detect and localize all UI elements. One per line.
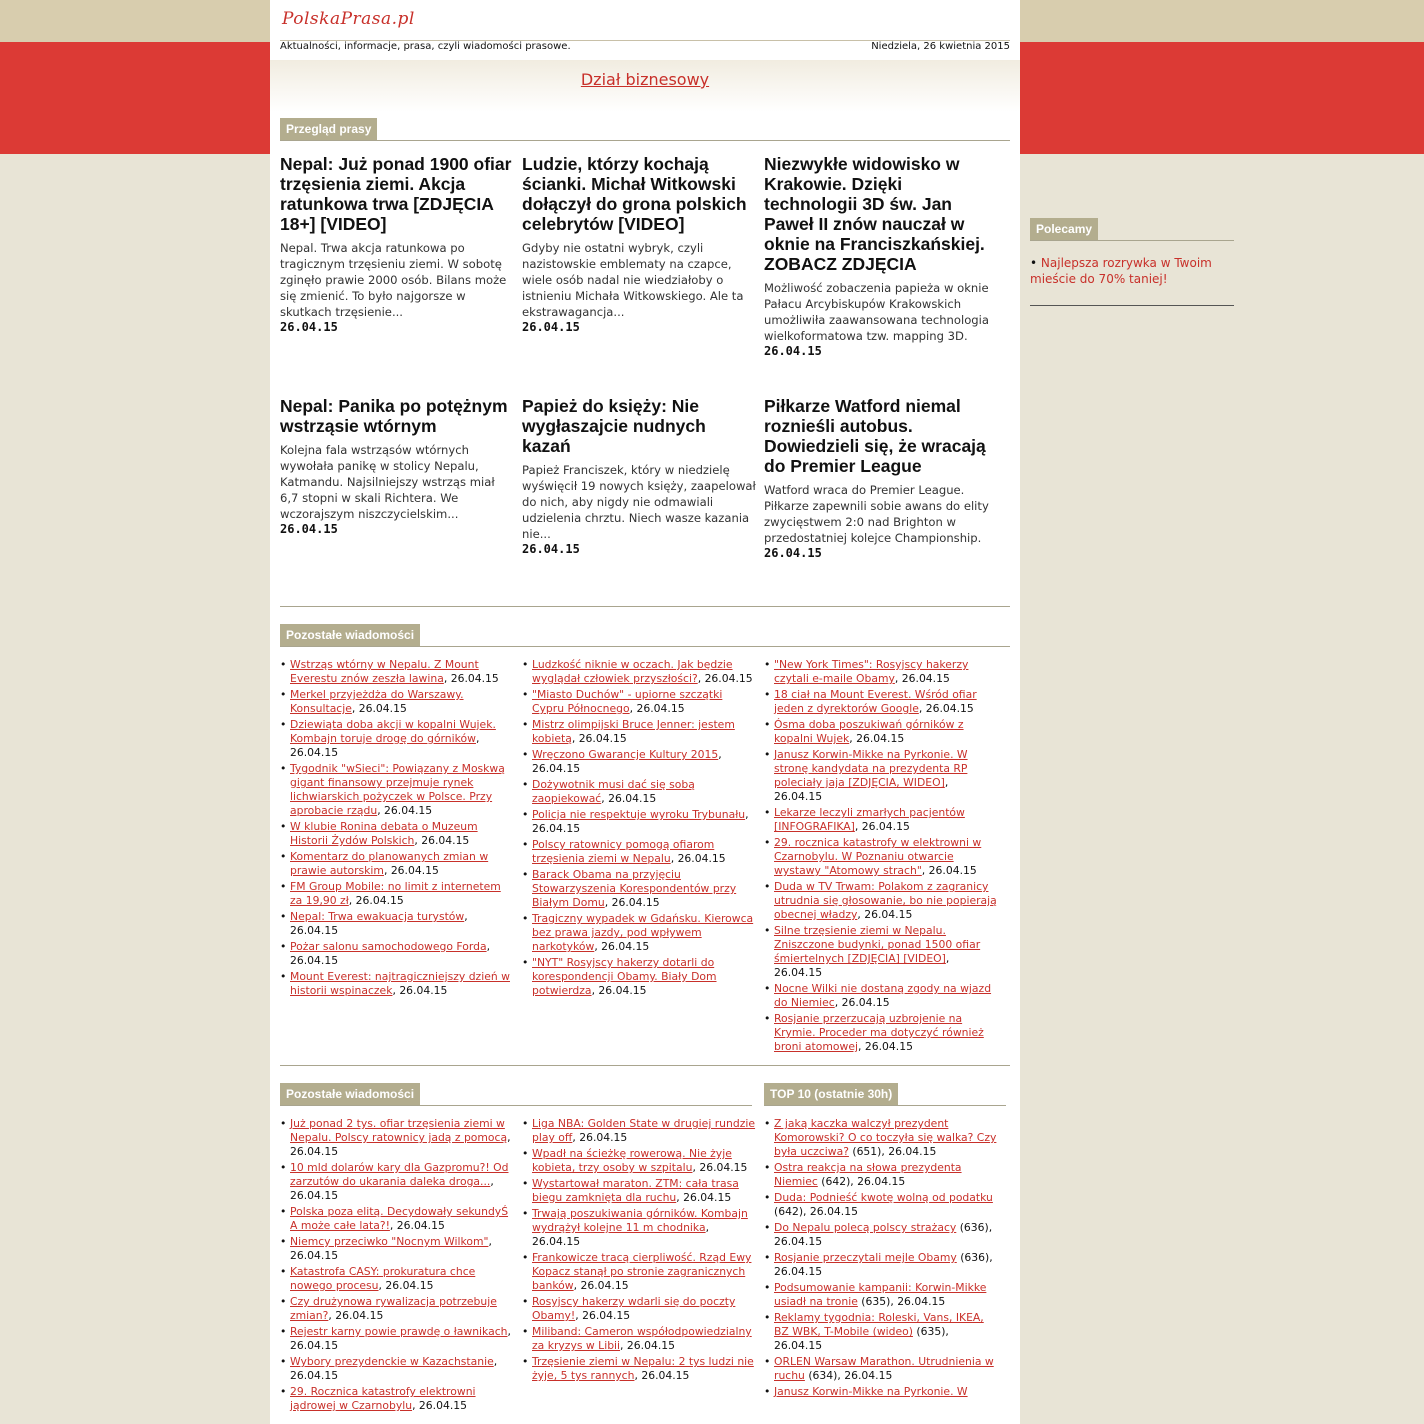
news-link[interactable]: Do Nepalu polecą polscy strażacy <box>774 1221 957 1234</box>
news-link[interactable]: Polska poza elitą. Decydowały sekundyŚ A może całe lata?! <box>290 1205 509 1232</box>
news-date: , 26.04.15 <box>697 672 753 685</box>
list-item <box>522 868 756 910</box>
news-link[interactable]: Rejestr karny powie prawdę o ławnikach <box>290 1325 508 1338</box>
list-item <box>280 1235 514 1263</box>
list-item <box>764 880 998 922</box>
news-link[interactable]: Wstrząs wtórny w Nepalu. Z Mount Everestu znów zeszła lawina <box>290 658 479 685</box>
list-item <box>280 1325 514 1353</box>
list-item <box>522 658 756 686</box>
news-date: , 26.04.15 <box>854 820 910 833</box>
news-date: , 26.04.15 <box>834 996 890 1009</box>
news-link[interactable]: Janusz Korwin-Mikke na Pyrkonie. W <box>774 1385 968 1398</box>
article-summary: Kolejna fala wstrząsów wtórnych wywołała panikę w stolicy Nepalu, Katmandu. Najsilniejszy wstrząs miał 6,7 stopni w skali Richtera. We wczorajszym niszczycielskim... <box>280 443 495 521</box>
list-item <box>522 748 756 776</box>
news-link[interactable]: Policja nie respektuje wyroku Trybunału <box>532 808 746 821</box>
news-list <box>522 1117 756 1385</box>
list-item <box>280 1161 514 1203</box>
list-item <box>764 836 998 878</box>
news-link[interactable]: Trwają poszukiwania górników. Kombajn wydrążył kolejne 11 m chodnika <box>532 1207 748 1234</box>
list-item <box>764 806 998 834</box>
news-date: , 26.04.15 <box>634 1369 690 1382</box>
sidebar-title: Polecamy <box>1030 218 1098 240</box>
list-item <box>522 1207 756 1249</box>
news-date: , 26.04.15 <box>290 940 491 967</box>
news-date: , 26.04.15 <box>921 864 977 877</box>
news-date: , 26.04.15 <box>383 864 439 877</box>
news-date: (634), 26.04.15 <box>804 1369 893 1382</box>
news-date: , 26.04.15 <box>290 910 468 937</box>
news-link[interactable]: Mistrz olimpijski Bruce Jenner: jestem kobietą <box>532 718 735 745</box>
news-date: , 26.04.15 <box>849 732 905 745</box>
news-date: (635), 26.04.15 <box>857 1295 946 1308</box>
news-link[interactable]: 29. rocznica katastrofy w elektrowni w Czarnobylu. W Poznaniu otwarcie wystawy "Atomowy strach" <box>774 836 982 877</box>
news-link[interactable]: Barack Obama na przyjęciu Stowarzyszenia Korespondentów przy Białym Domu <box>532 868 737 909</box>
news-link[interactable]: Niemcy przeciwko "Nocnym Wilkom" <box>290 1235 489 1248</box>
news-date: , 26.04.15 <box>412 1399 468 1412</box>
news-date: (636), 26.04.15 <box>774 1221 993 1248</box>
news-link[interactable]: Nepal: Trwa ewakuacja turystów <box>290 910 465 923</box>
news-link[interactable]: Frankowicze tracą cierpliwość. Rząd Ewy Kopacz stanął po stronie zagranicznych banków <box>532 1251 752 1292</box>
other-news-heading-2 <box>280 1083 752 1106</box>
list-item <box>522 778 756 806</box>
list-item <box>764 1385 998 1399</box>
top10-heading <box>764 1083 1006 1106</box>
news-link[interactable]: Czy drużynowa rywalizacja potrzebuje zmian? <box>290 1295 497 1322</box>
news-date: , 26.04.15 <box>414 834 470 847</box>
news-link[interactable]: 10 mld dolarów kary dla Gazpromu?! Od zarzutów do ukarania daleka droga... <box>290 1161 509 1188</box>
news-link[interactable]: Nocne Wilki nie dostaną zgody na wjazd do Niemiec <box>774 982 992 1009</box>
news-link[interactable]: FM Group Mobile: no limit z internetem za 19,90 zł <box>290 880 501 907</box>
news-date: , 26.04.15 <box>670 852 726 865</box>
press-review-title: Przegląd prasy <box>280 118 377 140</box>
list-item <box>522 1355 756 1383</box>
news-link[interactable]: W klubie Ronina debata o Muzeum Historii Żydów Polskich <box>290 820 478 847</box>
news-link[interactable]: Liga NBA: Golden State w drugiej rundzie play off <box>532 1117 756 1144</box>
list-item <box>764 748 998 804</box>
article-date: 26.04.15 <box>764 344 822 358</box>
article-date: 26.04.15 <box>522 320 580 334</box>
bullet: • <box>1030 256 1041 270</box>
list-item <box>280 762 514 818</box>
news-date: , 26.04.15 <box>572 1131 628 1144</box>
article-title[interactable]: Nepal: Już ponad 1900 ofiar trzęsienia ziemi. Akcja ratunkowa trwa [ZDJĘCIA 18+] [VIDEO] <box>280 154 512 234</box>
promo-link[interactable]: Najlepsza rozrywka w Twoim mieście do 70% taniej! <box>1030 256 1212 286</box>
news-date: , 26.04.15 <box>858 1040 913 1053</box>
news-link[interactable]: Katastrofa CASY: prokuratura chce nowego procesu <box>290 1265 476 1292</box>
news-link[interactable]: Miliband: Cameron współodpowiedzialny za kryzys w Libii <box>532 1325 752 1352</box>
news-date: , 26.04.15 <box>290 1355 498 1382</box>
news-link[interactable]: Polscy ratownicy pomogą ofiarom trzęsienia ziemi w Nepalu <box>532 838 715 865</box>
list-item <box>522 1147 756 1175</box>
news-link[interactable]: Duda w TV Trwam: Polakom z zagranicy utrudnia się głosowanie, bo nie popierają obecnej władzy <box>774 880 997 921</box>
news-date: , 26.04.15 <box>774 952 950 979</box>
news-link[interactable]: Reklamy tygodnia: Roleski, Vans, IKEA, BZ WBK, T-Mobile (wideo) <box>774 1311 984 1338</box>
news-link[interactable]: Rosjanie przeczytali mejle Obamy <box>774 1251 957 1264</box>
news-link[interactable]: Tygodnik "wSieci": Powiązany z Moskwą gigant finansowy przejmuje rynek lichwiarskich pożyczek w Polsce. Przy aprobacie rządu <box>290 762 505 817</box>
top10-list <box>764 1117 998 1401</box>
article-title[interactable]: Papież do księży: Nie wygłaszajcie nudnych kazań <box>522 396 706 456</box>
list-item <box>280 1355 514 1383</box>
list-item <box>280 850 514 878</box>
featured-article <box>280 154 514 334</box>
news-date: , 26.04.15 <box>377 804 433 817</box>
list-item <box>522 1251 756 1293</box>
list-item <box>764 1161 998 1189</box>
news-date: , 26.04.15 <box>601 792 657 805</box>
list-item <box>280 820 514 848</box>
news-link[interactable]: Komentarz do planowanych zmian w prawie autorskim <box>290 850 489 877</box>
news-link[interactable]: Pożar salonu samochodowego Forda <box>290 940 487 953</box>
news-date: , 26.04.15 <box>328 1309 384 1322</box>
list-item <box>280 688 514 716</box>
news-link[interactable]: Silne trzęsienie ziemi w Nepalu. Zniszczone budynki, ponad 1500 ofiar śmiertelnych [ZDJĘCIA] [VIDEO] <box>774 924 981 965</box>
news-date: , 26.04.15 <box>378 1279 434 1292</box>
list-item <box>764 1251 998 1279</box>
list-item <box>764 924 998 980</box>
news-list <box>764 658 998 1056</box>
list-item <box>764 982 998 1010</box>
tagline-bar <box>280 40 1010 57</box>
article-title[interactable]: Nepal: Panika po potężnym wstrząsie wtórnym <box>280 396 508 436</box>
news-link[interactable]: Tragiczny wypadek w Gdańsku. Kierowca bez prawa jazdy, pod wpływem narkotyków <box>532 912 754 953</box>
divider <box>280 606 1010 607</box>
list-item <box>522 838 756 866</box>
featured-article <box>522 154 756 334</box>
news-date: , 26.04.15 <box>290 732 480 759</box>
sidebar-heading <box>1030 218 1234 241</box>
list-item <box>522 718 756 746</box>
news-link[interactable]: Dożywotnik musi dać się sobą zaopiekować <box>532 778 695 805</box>
list-item <box>522 1117 756 1145</box>
featured-article <box>764 396 998 560</box>
news-date: , 26.04.15 <box>620 1339 675 1352</box>
list-item <box>280 1117 514 1159</box>
news-date: , 26.04.15 <box>774 776 949 803</box>
news-link[interactable]: Podsumowanie kampanii: Korwin-Mikke usiadł na tronie <box>774 1281 987 1308</box>
divider <box>280 1065 1010 1066</box>
list-item <box>764 1012 998 1054</box>
news-link[interactable]: Mount Everest: najtragiczniejszy dzień w historii wspinaczek <box>290 970 510 997</box>
news-link[interactable]: "New York Times": Rosyjscy hakerzy czytali e-maile Obamy <box>774 658 969 685</box>
list-item <box>764 718 998 746</box>
list-item <box>280 718 514 760</box>
news-date: , 26.04.15 <box>692 1161 748 1174</box>
news-date: , 26.04.15 <box>532 808 749 835</box>
list-item <box>280 910 514 938</box>
news-link[interactable]: Trzęsienie ziemi w Nepalu: 2 tys ludzi nie żyje, 5 tys rannych <box>532 1355 754 1382</box>
news-date: , 26.04.15 <box>532 1221 710 1248</box>
news-date: , 26.04.15 <box>389 1219 445 1232</box>
current-date: Niedziela, 26 kwietnia 2015 <box>871 41 1010 52</box>
news-list <box>522 658 756 1000</box>
article-summary: Nepal. Trwa akcja ratunkowa po tragicznym trzęsieniu ziemi. W sobotę zginęło prawie 2000 osób. Bilans może się zmienić. To było najgorsze w skutkach trzęsienie... <box>280 241 507 319</box>
press-review-heading <box>280 118 1010 141</box>
news-link[interactable]: 18 ciał na Mount Everest. Wśród ofiar jeden z dyrektorów Google <box>774 688 977 715</box>
article-summary: Watford wraca do Premier League. Piłkarze zapewnili sobie awans do elity zwycięstwem 2:0 nad Brighton w przedostatniej kolejce Championship. <box>764 483 989 545</box>
list-item <box>522 956 756 998</box>
sidebar-divider <box>1030 305 1234 306</box>
promo-item <box>1030 255 1234 287</box>
news-list <box>280 658 514 1000</box>
featured-article <box>280 396 514 536</box>
article-summary: Papież Franciszek, który w niedzielę wyświęcił 19 nowych księży, zaapelował do nich, aby nigdy nie odmawiali udzielenia chrztu. Niech wasze kazania nie... <box>522 463 756 541</box>
news-date: , 26.04.15 <box>676 1191 732 1204</box>
page-content <box>270 0 1020 1424</box>
news-date: , 26.04.15 <box>575 1309 631 1322</box>
news-link[interactable]: Lekarze leczyli zmarłych pacjentów [INFOGRAFIKA] <box>774 806 965 833</box>
list-item <box>280 1295 514 1323</box>
news-link[interactable]: Wystartował maraton. ZTM: cała trasa biegu zamknięta dla ruchu <box>532 1177 739 1204</box>
news-link[interactable]: Wpadł na ścieżkę rowerową. Nie żyje kobieta, trzy osoby w szpitalu <box>532 1147 732 1174</box>
list-item <box>764 1221 998 1249</box>
news-date: , 26.04.15 <box>290 1175 494 1202</box>
news-date: , 26.04.15 <box>351 702 407 715</box>
list-item <box>280 940 514 968</box>
site-logo[interactable]: PolskaPrasa.pl <box>282 9 415 29</box>
list-item <box>522 1177 756 1205</box>
news-link[interactable]: Dziewiąta doba akcji w kopalni Wujek. Kombajn toruje drogę do górników <box>290 718 496 745</box>
article-summary: Gdyby nie ostatni wybryk, czyli nazistowskie emblematy na czapce, wiele osób nadal nie wiedziałoby o istnieniu Michała Witkowskiego. Ale ta ekstrawagancja... <box>522 241 744 319</box>
list-item <box>522 912 756 954</box>
news-link[interactable]: Ósma doba poszukiwań górników z kopalni Wujek <box>774 718 964 745</box>
news-date: , 26.04.15 <box>443 672 499 685</box>
other-news-title: Pozostałe wiadomości <box>280 1083 420 1105</box>
article-date: 26.04.15 <box>764 546 822 560</box>
site-tagline: Aktualności, informacje, prasa, czyli wiadomości prasowe. <box>280 41 571 52</box>
news-date: , 26.04.15 <box>571 732 627 745</box>
news-date: (651), 26.04.15 <box>848 1145 937 1158</box>
news-link[interactable]: Janusz Korwin-Mikke na Pyrkonie. W stronę kandydata na prezydenta RP poleciały jaja [ZDJĘCIA, WIDEO] <box>774 748 968 789</box>
article-title[interactable]: Ludzie, którzy kochają ścianki. Michał Witkowski dołączył do grona polskich celebrytów [VIDEO] <box>522 154 747 234</box>
department-link[interactable]: Dział biznesowy <box>580 70 710 89</box>
news-date: , 26.04.15 <box>290 1131 511 1158</box>
news-date: (636), 26.04.15 <box>774 1251 993 1278</box>
news-date: , 26.04.15 <box>629 702 685 715</box>
list-item <box>280 1265 514 1293</box>
article-date: 26.04.15 <box>280 320 338 334</box>
news-link[interactable]: Wręczono Gwarancje Kultury 2015 <box>532 748 719 761</box>
news-date: , 26.04.15 <box>573 1279 629 1292</box>
other-news-heading <box>280 624 1010 647</box>
list-item <box>280 658 514 686</box>
featured-article <box>522 396 756 556</box>
news-date: , 26.04.15 <box>604 896 660 909</box>
news-link[interactable]: Wybory prezydenckie w Kazachstanie <box>290 1355 494 1368</box>
news-date: , 26.04.15 <box>591 984 647 997</box>
news-date: , 26.04.15 <box>594 940 650 953</box>
top10-title: TOP 10 (ostatnie 30h) <box>764 1083 898 1105</box>
list-item <box>522 1325 756 1353</box>
list-item <box>764 1281 998 1309</box>
list-item <box>522 808 756 836</box>
list-item <box>522 1295 756 1323</box>
news-date: , 26.04.15 <box>918 702 974 715</box>
news-link[interactable]: ORLEN Warsaw Marathon. Utrudnienia w ruchu <box>774 1355 994 1382</box>
list-item <box>280 880 514 908</box>
featured-article <box>764 154 998 358</box>
news-date: , 26.04.15 <box>392 984 448 997</box>
list-item <box>764 1355 998 1383</box>
news-link[interactable]: Rosyjscy hakerzy wdarli się do poczty Obamy! <box>532 1295 736 1322</box>
article-date: 26.04.15 <box>522 542 580 556</box>
list-item <box>280 1385 514 1413</box>
news-link[interactable]: Już ponad 2 tys. ofiar trzęsienia ziemi w Nepalu. Polscy ratownicy jadą z pomocą <box>290 1117 508 1144</box>
article-summary: Możliwość zobaczenia papieża w oknie Pałacu Arcybiskupów Krakowskich umożliwiła zaawansowana technologia wielkoformatowa tzw. mapping 3D. <box>764 281 989 343</box>
other-news-title: Pozostałe wiadomości <box>280 624 420 646</box>
article-title[interactable]: Niezwykłe widowisko w Krakowie. Dzięki technologii 3D św. Jan Paweł II znów nauczał w oknie na Franciszkańskiej. ZOBACZ ZDJĘCIA <box>764 154 985 274</box>
news-date: (635), 26.04.15 <box>774 1325 949 1352</box>
news-date: (642), 26.04.15 <box>817 1175 906 1188</box>
list-item <box>764 1191 998 1219</box>
list-item <box>280 970 514 998</box>
news-date: , 26.04.15 <box>290 1235 492 1262</box>
news-link[interactable]: 29. Rocznica katastrofy elektrowni jądrowej w Czarnobylu <box>290 1385 476 1412</box>
news-date: , 26.04.15 <box>290 1325 511 1352</box>
news-date: (642), 26.04.15 <box>774 1205 858 1218</box>
news-link[interactable]: Duda: Podnieść kwotę wolną od podatku <box>774 1191 993 1204</box>
news-date: , 26.04.15 <box>857 908 913 921</box>
sidebar <box>1030 218 1234 306</box>
news-link[interactable]: Ludzkość niknie w oczach. Jak będzie wyglądał człowiek przyszłości? <box>532 658 733 685</box>
news-list <box>280 1117 514 1415</box>
news-date: , 26.04.15 <box>532 748 722 775</box>
list-item <box>764 658 998 686</box>
article-title[interactable]: Piłkarze Watford niemal roznieśli autobus. Dowiedzieli się, że wracają do Premier League <box>764 396 986 476</box>
list-item <box>764 688 998 716</box>
list-item <box>764 1311 998 1353</box>
news-link[interactable]: "NYT" Rosyjscy hakerzy dotarli do korespondencji Obamy. Biały Dom potwierdza <box>532 956 717 997</box>
news-link[interactable]: "Miasto Duchów" - upiorne szczątki Cypru Północnego <box>532 688 723 715</box>
news-link[interactable]: Ostra reakcja na słowa prezydenta Niemiec <box>774 1161 962 1188</box>
news-date: , 26.04.15 <box>894 672 950 685</box>
list-item <box>522 688 756 716</box>
news-date: , 26.04.15 <box>348 894 404 907</box>
list-item <box>764 1117 998 1159</box>
news-link[interactable]: Rosjanie przerzucają uzbrojenie na Krymie. Proceder ma dotyczyć również broni atomowej <box>774 1012 984 1053</box>
article-date: 26.04.15 <box>280 522 338 536</box>
list-item <box>280 1205 514 1233</box>
news-link[interactable]: Z jaką kaczka walczył prezydent Komorowski? O co toczyła się walka? Czy była uczciwa? <box>774 1117 997 1158</box>
news-link[interactable]: Merkel przyjeżdża do Warszawy. Konsultacje <box>290 688 464 715</box>
